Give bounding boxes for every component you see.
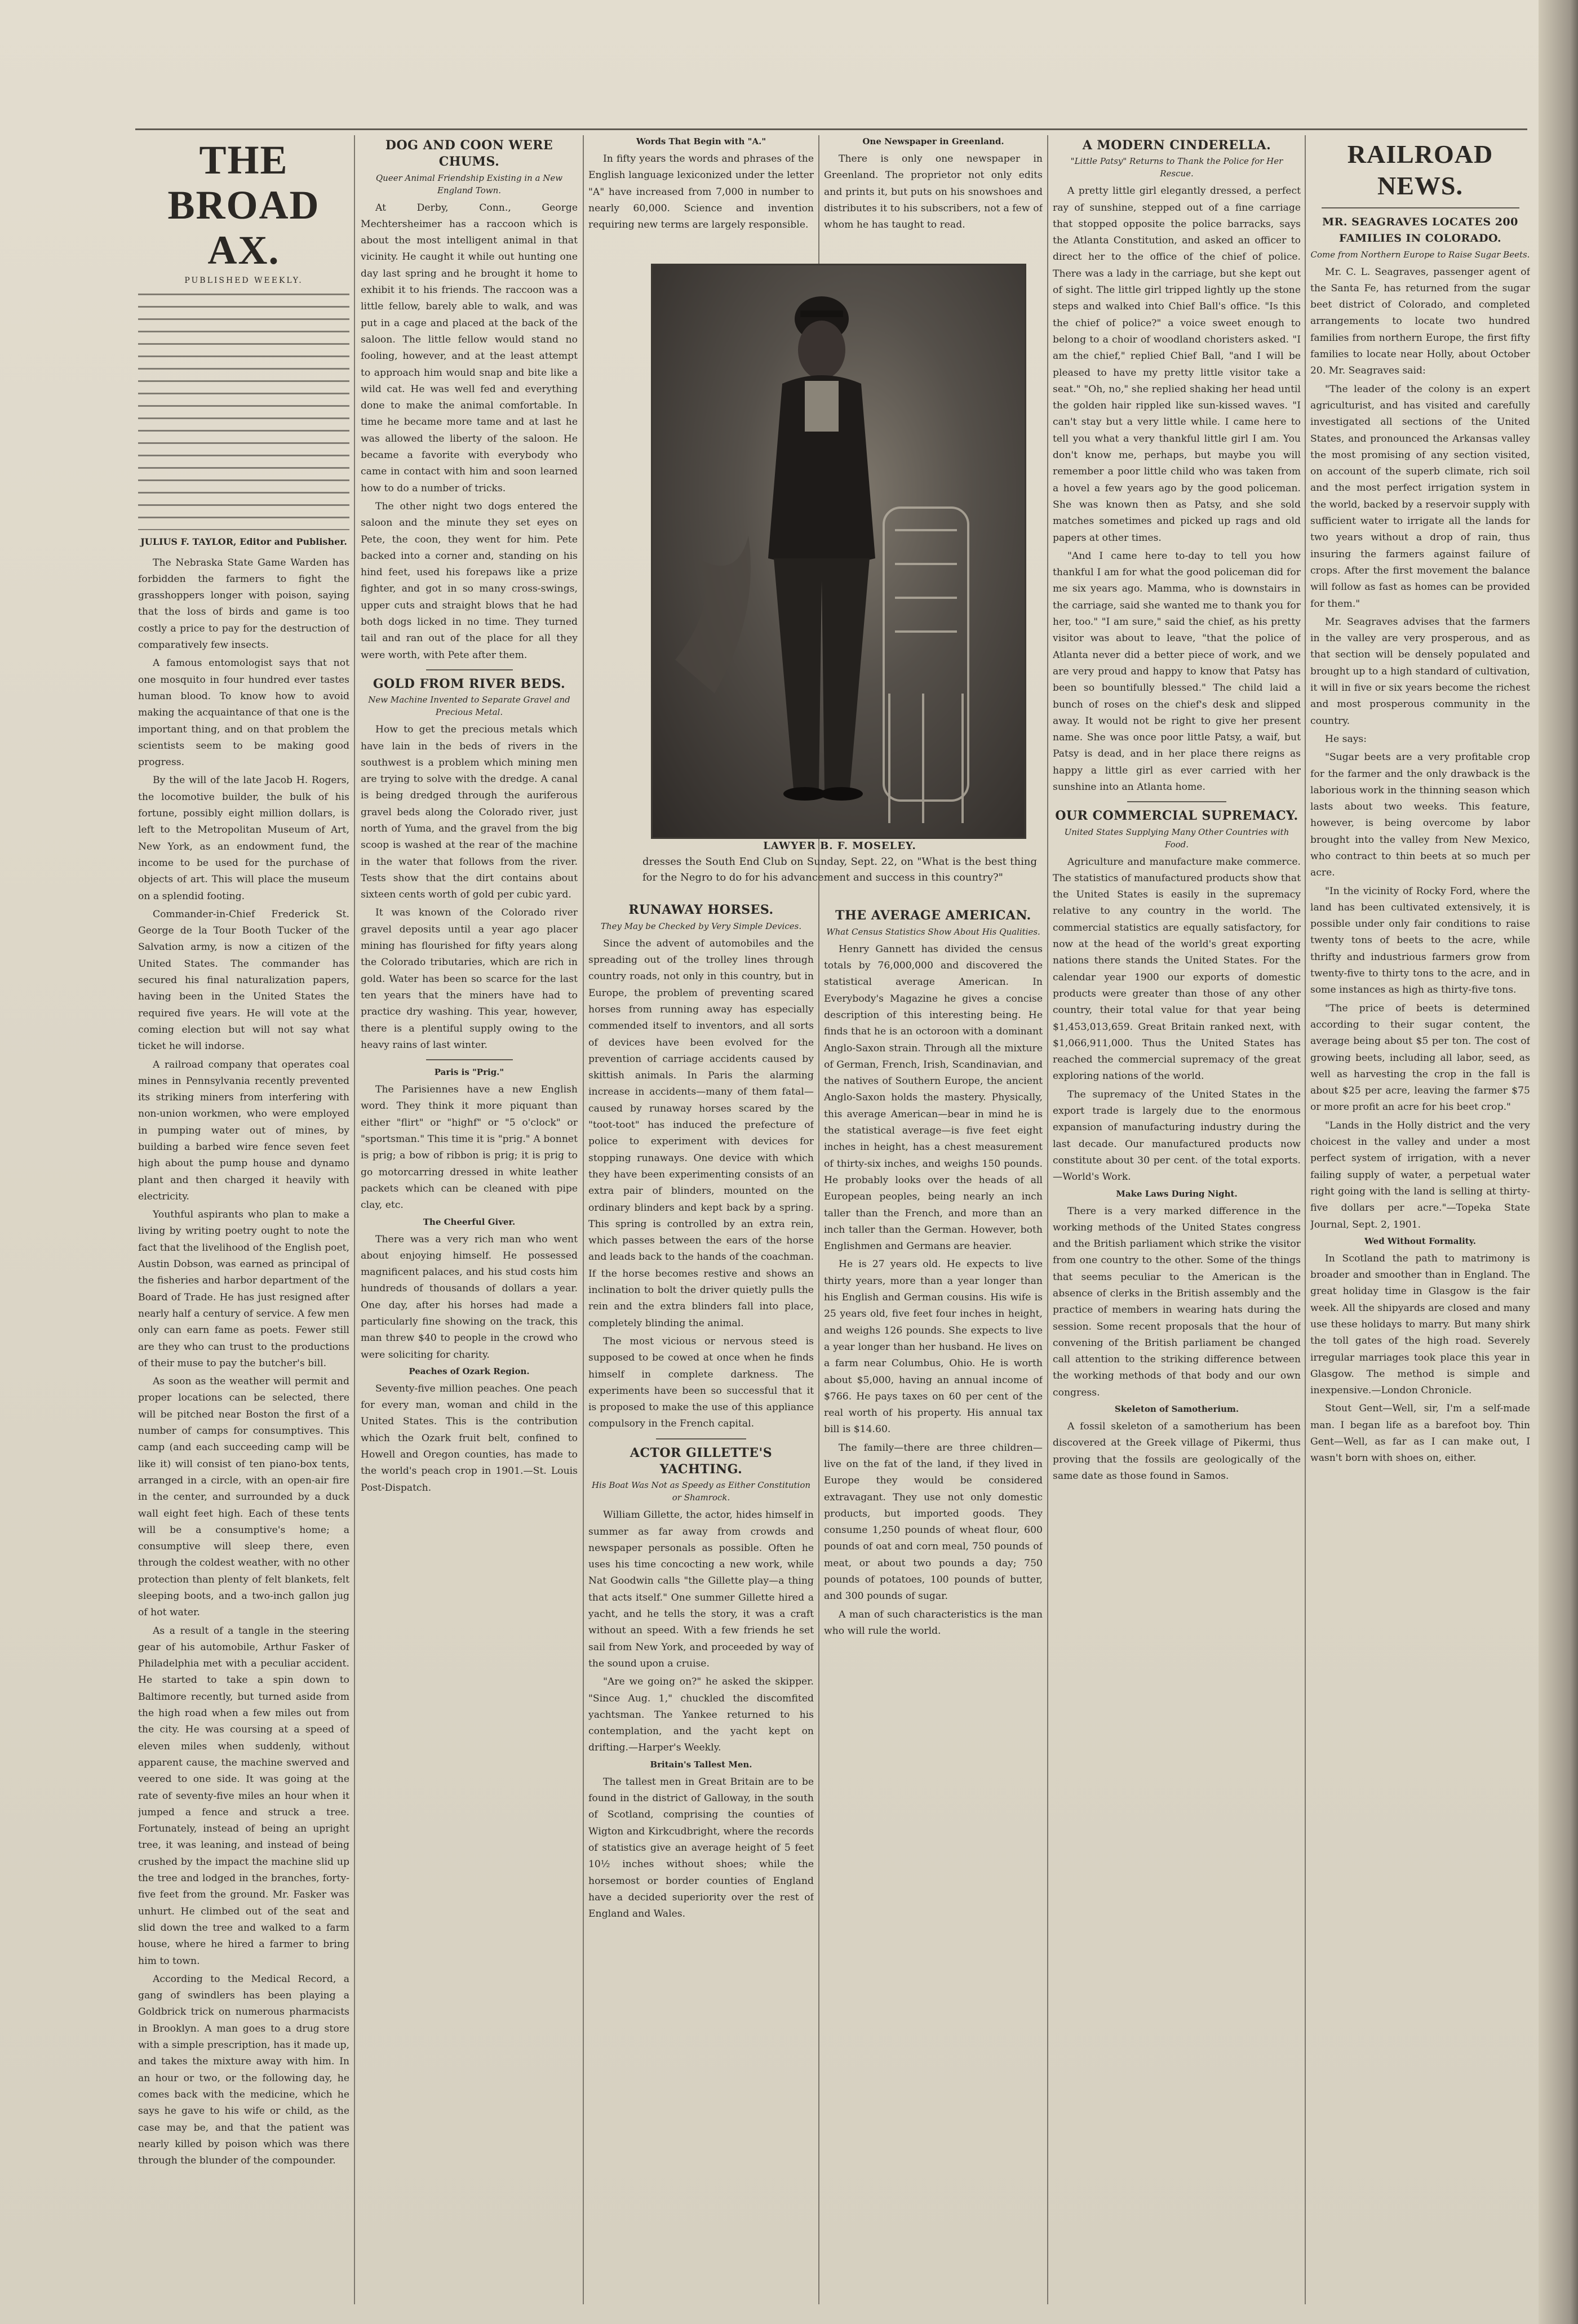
masthead-title: THE BROAD AX.: [167, 137, 320, 273]
paragraph: There was a very rich man who went about enjoying himself. He possessed magnificent palaces, and his stud costs him hundreds of thousands of dollars a year. One day, after his horses had made a particularly fine showing on the track, this man threw $40 to people in the crowd who were soliciting for charity.: [361, 1233, 578, 1361]
paragraph: "The price of beets is determined according to their sugar content, the average being about $5 per ton. The cost of growing beets, including all labor, seed, as well as harvesting the crop in the fall is about $25 per acre, leaving the farmer $75 or more profit an acre for his beet crop.": [1310, 1002, 1530, 1113]
paragraph: How to get the precious metals which have lain in the beds of rivers in the southwest is a problem which mining men are trying to solve with the dredge. A canal is being dredged through the auriferous gravel beds along the Colorado river, just north of Yuma, and the gravel from the big scoop is washed at the rear of the machine in the water that follows from the river. Tests show that the dirt contains about sixteen cents worth of gold per cubic yard.: [361, 724, 578, 901]
paragraph: A man of such characteristics is the man who will rule the world.: [824, 1608, 1043, 1637]
article-words-a: [588, 151, 814, 233]
paragraph: Agriculture and manufacture make commerce. The statistics of manufactured products show that the United States is easily in the supremacy relative to any country in the world. The commercial statistics are equally satisfactory, for now at the head of the world's great exporting nations there stands the United States. For the calendar year 1900 our exports of domestic products were greater than those of any other country, their total value for that year being $1,453,013,659. Great Britain ranked next, with $1,066,911,000. Thus the United States has reached the commercial supremacy of the great exploring nations of the world.: [1053, 856, 1301, 1082]
headline-commercial: OUR COMMERCIAL SUPREMACY.: [1055, 808, 1298, 824]
headline-samotherium: Skeleton of Samotherium.: [1114, 1404, 1239, 1415]
article-seagraves: [1310, 264, 1530, 1233]
article-cheerful-giver: [361, 1232, 578, 1363]
headline-paris-prig: Paris is "Prig.": [434, 1067, 504, 1078]
page-edge-shadow: [1539, 0, 1578, 2324]
paragraph: A fossil skeleton of a samotherium has been discovered at the Greek village of Pikermi, thus proving that the fossils are geologically of the same date as those found in Samos.: [1053, 1421, 1301, 1482]
paragraph: The tallest men in Great Britain are to be found in the district of Galloway, in the south of Scotland, comprising the counties of Wigton and Kirkcudbright, where the records of statistics give an average height of 5 feet 10½ inches without shoes; while the horsemost or border counties of England have a decided superiority over the rest of England and Wales.: [588, 1776, 814, 1920]
paragraph: "Lands in the Holly district and the very choicest in the valley and under a most perfect system of irrigation, with a never failing supply of water, a perpetual water right going with the land is selling at thirty-five dollars per acre."—Topeka State Journal, Sept. 2, 1901.: [1310, 1119, 1530, 1230]
subhead-average-american: What Census Statistics Show About His Qualities.: [826, 926, 1040, 937]
paragraph: The supremacy of the United States in the export trade is largely due to the enormous expansion of manufacturing industry during the last decade. Our manufactured products now constitute about 30 per cent. of the total exports.—World's Work.: [1053, 1088, 1301, 1183]
paragraph: Mr. C. L. Seagraves, passenger agent of the Santa Fe, has returned from the sugar beet district of Colorado, and completed arrangements to locate two hundred families from northern Europe, the first fifty families to locate near Holly, about October 20. Mr. Seagraves said:: [1310, 266, 1530, 377]
section-title-railroad: RAILROAD NEWS.: [1347, 140, 1493, 200]
paragraph: It was known of the Colorado river gravel deposits until a year ago placer mining has flourished for fifty years along the Colorado tributaries, which are rich in gold. Water has been so scarce for the last ten years that the miners have had to practice dry washing. This year, however, there is a plentiful supply owing to the heavy rains of last winter.: [361, 907, 578, 1051]
paragraph: "The leader of the colony is an expert agriculturist, and has visited and carefully investigated all sections of the United States, and pronounced the Arkansas valley the most promising of any section visited, on account of the superb climate, rich soil and the most perfect irrigation system in the world, backed by a reservoir supply with sufficient water to irrigate all the lands for two years without a drop of rain, thus insuring the farmers against failure of crops. After the first movement the balance will follow as fast as homes can be provided for them.": [1310, 383, 1530, 610]
headline-gillette: ACTOR GILLETTE'S YACHTING.: [630, 1445, 773, 1477]
article-gillette: [588, 1507, 814, 1756]
article-divider: [426, 1059, 513, 1060]
article-samotherium: [1053, 1419, 1301, 1485]
headline-average-american: THE AVERAGE AMERICAN.: [835, 908, 1031, 923]
subhead-runaway: They May be Checked by Very Simple Devices.: [600, 921, 802, 931]
caption-name: LAWYER B. F. MOSELEY.: [763, 840, 916, 852]
paragraph: Seventy-five million peaches. One peach for every man, woman and child in the United States. This is the contribution which the Ozark fruit belt, confined to Howell and Oregon counties, has made to the world's peach crop in 1901.—St. Louis Post-Dispatch.: [361, 1383, 578, 1494]
headline-runaway: RUNAWAY HORSES.: [628, 903, 774, 918]
article-paris-prig: [361, 1082, 578, 1214]
paragraph: The most vicious or nervous steed is supposed to be cowed at once when he finds himself in complete darkness. The experiments have been so successful that it is proposed to make the use of this appliance compulsory in the French capital.: [588, 1335, 814, 1430]
paragraph: As soon as the weather will permit and proper locations can be selected, there will be pitched near Boston the first of a number of camps for consumptives. This camp (and each succeeding camp will be like it) will consist of ten piano-box tents, arranged in a circle, with an open-air fire in the center, and surrounded by a duck wall eight feet high. Each of these tents will be a consumptive's home; a consumptive will sleep there, even through the coldest weather, with no other protection than plenty of felt blankets, felt sleeping boots, and a two-inch gallon jug of hot water.: [138, 1376, 349, 1619]
paragraph: William Gillette, the actor, hides himself in summer as far away from crowds and newspaper personals as possible. Often he uses his time concocting a new work, while Nat Goodwin calls "the Gillette play—a thing that acts itself." One summer Gillette hired a yacht, and he tells the story, it was a craft without an speed. With a few friends he set sail from New York, and proceeded by way of the sound upon a cruise.: [588, 1509, 814, 1669]
paragraph: As a result of a tangle in the steering gear of his automobile, Arthur Fasker of Philadelphia met with a peculiar accident. He started to take a spin down to Baltimore recently, but turned aside from the high road when a few miles out from the city. He was coursing at a speed of eleven miles when suddenly, without apparent cause, the machine swerved and veered to one side. It was going at the rate of seventy-five miles an hour when it jumped a fence and struck a tree. Fortunately, instead of being an upright tree, it was leaning, and instead of being crushed by the impact the machine slid up the tree and lodged in the branches, forty-five feet from the ground. Mr. Fasker was unhurt. He climbed out of the seat and slid down the tree and walked to a farm house, where he hired a farmer to bring him to town.: [138, 1625, 349, 1967]
paragraph: There is a very marked difference in the working methods of the United States congress and the British parliament which strike the visitor from one country to the other. Some of the things that seems peculiar to the American is the absence of clerks in the British assembly and the practice of members in wearing hats during the session. Some recent proposals that the hour of convening of the British parliament be changed call attention to the striking difference between the working methods of that body and our own congress.: [1053, 1205, 1301, 1398]
photo-caption: [642, 838, 1037, 886]
headline-gold: GOLD FROM RIVER BEDS.: [373, 676, 566, 691]
paragraph: In Scotland the path to matrimony is broader and smoother than in England. The great holiday time in Glasgow is the fair week. All the shipyards are closed and many use these holidays to marry. But many shirk the toll gates of the high road. Severely irregular marriages took place this year in Glasgow. The method is simple and inexpensive.—London Chronicle.: [1310, 1252, 1530, 1397]
article-commercial: [1053, 854, 1301, 1186]
portrait-figure: [653, 265, 1025, 837]
headline-laws-night: Make Laws During Night.: [1116, 1188, 1238, 1199]
column-6: [1310, 135, 1530, 2304]
article-divider: [656, 1438, 746, 1439]
headline-tallest: Britain's Tallest Men.: [650, 1759, 752, 1770]
paragraph: "In the vicinity of Rocky Ford, where the land has been cultivated extensively, it is possible under only fair conditions to raise twenty tons of beets to the acre, while thrifty and industrious farmers grow from twenty-five to thirty tons to the acre, and in some instances as high as thirty-five tons.: [1310, 885, 1530, 996]
headline-wed: Wed Without Formality.: [1364, 1236, 1476, 1246]
column-rule: [1047, 135, 1048, 2304]
article-cinderella: [1053, 183, 1301, 796]
column-1: [138, 135, 349, 2304]
article-wed: [1310, 1251, 1530, 1467]
paragraph: Youthful aspirants who plan to make a living by writing poetry ought to note the fact that the livelihood of the English poet, Austin Dobson, was earned as principal of the fisheries and harbor department of the Board of Trade. He has just resigned after nearly half a century of service. A few men only can earn fame as poets. Fewer still are they who can trust to the productions of their muse to pay the butcher's bill.: [138, 1209, 349, 1369]
column-rule: [1305, 135, 1306, 2304]
paragraph: A pretty little girl elegantly dressed, a perfect ray of sunshine, stepped out of a fine carriage that stopped opposite the police barracks, says the Atlanta Constitution, and asked an officer to direct her to the office of the chief of police. There was a lady in the carriage, but she kept out of sight. The little girl tripped lightly up the stone steps and walked into Chief Ball's office. "Is this the chief of police?" a voice sweet enough to belong to a choir of woodland choristers asked. "I am the chief," replied Chief Ball, "and I will be pleased to have my pretty little visitor take a seat." "Oh, no," she replied shaking her head until the golden hair rippled like sun-kissed waves. "I can't stay but a very little while. I came here to tell you what a very thankful little girl I am. You don't know me, perhaps, but maybe you will remember a poor little child who was taken from a hovel a few years ago by the good policeman. She was known then as Patsy, and she sold matches sometimes and picked up rags and old papers at other times.: [1053, 185, 1301, 544]
paragraph: Commander-in-Chief Frederick St. George de la Tour Booth Tucker of the Salvation army, is now a citizen of the United States. The commander has secured his final naturalization papers, having been in the United States the required five years. He will vote at the coming election but will not say what ticket he will indorse.: [138, 908, 349, 1052]
article-tallest: [588, 1774, 814, 1923]
column-rule: [354, 135, 355, 2304]
column-5: [1053, 135, 1301, 2304]
paragraph: Mr. Seagraves advises that the farmers in the valley are very prosperous, and as that section will be densely populated and brought up to a high standard of cultivation, it will in five or six years become the richest and most prosperous community in the country.: [1310, 616, 1530, 727]
headline-greenland: One Newspaper in Greenland.: [862, 136, 1004, 146]
headline-peaches: Peaches of Ozark Region.: [409, 1366, 530, 1376]
paragraph: At Derby, Conn., George Mechtersheimer has a raccoon which is about the most intelligent animal in that vicinity. He caught it while out hunting one day last spring and he brought it home to exhibit it to his friends. The raccoon was a little fellow, barely able to walk, and was put in a cage and placed at the back of the saloon. The little fellow would stand no fooling, however, and at the least attempt to approach him would snap and bite like a wild cat. He was well fed and everything done to make the animal comfortable. In time he became more tame and at last he was allowed the liberty of the saloon. He became a favorite with everybody who came in contact with him and soon learned how to do a number of tricks.: [361, 202, 578, 494]
paragraph: The family—there are three children—live on the fat of the land, if they lived in Europe they would be considered extravagant. They use not only domestic products, but imported goods. They consume 1,250 pounds of wheat flour, 600 pounds of oat and corn meal, 750 pounds of meat, or about two pounds a day; 750 pounds of potatoes, 100 pounds of butter, and 300 pounds of sugar.: [824, 1442, 1043, 1602]
article-gold: [361, 722, 578, 1054]
paragraph: Stout Gent—Well, sir, I'm a self-made man. I began life as a barefoot boy. Thin Gent—Well, as far as I can make out, I wasn't born with shoes on, either.: [1310, 1403, 1530, 1464]
headline-words-a: Words That Begin with "A.": [636, 136, 766, 146]
article-divider: [426, 669, 513, 670]
paragraph: The Nebraska State Game Warden has forbidden the farmers to fight the grasshoppers longer with poison, saying that the loss of birds and game is too costly a price to pay for the destruction of comparatively few insects.: [138, 557, 349, 651]
article-greenland: [824, 151, 1043, 233]
paragraph: A famous entomologist says that not one mosquito in four hundred ever tastes human blood. To know how to avoid making the acquaintance of that one is the important thing, and on that problem the scientists seem to be making good progress.: [138, 657, 349, 768]
paragraph: He says:: [1325, 733, 1367, 745]
article-peaches: [361, 1381, 578, 1496]
caption-text: dresses the South End Club on Sunday, Sept. 22, on "What is the best thing for the Negro to do for his advancement and success in this country?": [642, 856, 1037, 883]
paragraph: The other night two dogs entered the saloon and the minute they set eyes on Pete, the coon, they went for him. Pete backed into a corner and, standing on his hind feet, used his forepaws like a prize fighter, and got in so many cross-swings, upper cuts and straight blows that he had both dogs licked in no time. They turned tail and ran out of the place for all they were worth, with Pete after them.: [361, 500, 578, 661]
headline-dog-coon: DOG AND COON WERE CHUMS.: [385, 138, 553, 170]
paragraph: By the will of the late Jacob H. Rogers, the locomotive builder, the bulk of his fortune, possibly eight million dollars, is left to the Metropolitan Museum of Art, New York, as an endowment fund, the income to be used for the purchase of objects of art. This will place the museum on a splendid footing.: [138, 775, 349, 902]
article-dog-coon: [361, 200, 578, 664]
masthead-subtitle: PUBLISHED WEEKLY.: [184, 276, 303, 285]
subhead-gold: New Machine Invented to Separate Gravel and Precious Metal.: [368, 695, 570, 718]
subhead-seagraves: Come from Northern Europe to Raise Sugar Beets.: [1310, 249, 1530, 260]
article-laws-night: [1053, 1203, 1301, 1402]
paragraph: He is 27 years old. He expects to live thirty years, more than a year longer than his English and German cousins. His wife is 25 years old, five feet four inches in height, and weighs 126 pounds. She expects to live a year longer than her husband. He lives on a farm near Columbus, Ohio. He is worth about $5,000, having an annual income of $766. He pays taxes on 60 per cent of the real worth of his property. His annual tax bill is $14.60.: [824, 1259, 1043, 1436]
paragraph: "And I came here to-day to tell you how thankful I am for what the good policeman did for me six years ago. Mamma, who is downstairs in the carriage, said she wanted me to thank you for her, too." "I am sure," said the chief, as his pretty visitor was about to leave, "that the police of Atlanta never did a better piece of work, and we are very proud and happy to know that Patsy has been so bountifully blessed." The child laid a bunch of roses on the chief's desk and slipped away. It would not be right to give her present name. She was once poor little Patsy, a waif, but Patsy is dead, and in her place there reigns as happy a little girl as ever carried with her sunshine into an Atlanta home.: [1053, 550, 1301, 793]
subhead-commercial: United States Supplying Many Other Countries with Food.: [1064, 826, 1289, 850]
paragraph: The Parisiennes have a new English word. They think it more piquant than either "flirt" or "highf" or "5 o'clock" or "sportsman." This time it is "prig." A bonnet is prig; a bow of ribbon is prig; it is prig to go motorcarring dressed in white leather packets which can be cleaned with pipe clay, etc.: [361, 1084, 578, 1211]
article-divider: [1127, 801, 1226, 802]
column-1-body: [138, 555, 349, 2170]
top-rule: [135, 128, 1527, 130]
paragraph: "Are we going on?" he asked the skipper. "Since Aug. 1," chuckled the discomfited yachtsman. The Yankee returned to his contemplation, and the yacht kept on drifting.—Harper's Weekly.: [588, 1676, 814, 1754]
article-average-american: [824, 941, 1043, 1639]
article-runaway: [588, 936, 814, 1433]
paragraph: Henry Gannett has divided the census totals by 76,000,000 and discovered the statistical average American. In Everybody's Magazine he gives a concise description of this interesting being. He finds that he is an octoroon with a dominant Anglo-Saxon strain. Through all the mixture of German, French, Irish, Scandinavian, and the natives of Southern Europe, the ancient Anglo-Saxon holds the mastery. Physically, this average American—bear in mind he is the statistical average—is five feet eight inches in height, has a chest measurement of thirty-six inches, and weighs 150 pounds. He probably looks over the heads of all European peoples, being nearly an inch taller than the French, and more than an inch taller than the German. However, both Englishmen and Germans are heavier.: [824, 943, 1043, 1252]
headline-cinderella: A MODERN CINDERELLA.: [1082, 138, 1271, 153]
portrait-photo: [651, 264, 1026, 839]
paragraph: There is only one newspaper in Greenland. The proprietor not only edits and prints it, but puts on his snowshoes and distributes it to his subscribers, not a few of whom he has taught to read.: [824, 153, 1043, 231]
paragraph: "Sugar beets are a very profitable crop for the farmer and the only drawback is the laborious work in the thinning season which lasts about two weeks. This feature, however, is being overcome by labor brought into the valley from New Mexico, who contract to thin beets at so much per acre.: [1310, 752, 1530, 879]
paragraph: Since the advent of automobiles and the spreading out of the trolley lines through country roads, not only in this country, but in Europe, the problem of preventing scared horses from running away has especially commended itself to inventors, and all sorts of devices have been evolved for the prevention of carriage accidents caused by skittish animals. In Paris the alarming increase in accidents—many of them fatal—caused by runaway horses scared by the "toot-toot" has induced the prefecture of police to experiment with devices for stopping runaways. One device with which they have been experimenting consists of an extra pair of blinders, mounted on the ordinary blinders and kept back by a spring. This spring is controlled by an extra rein, which passes between the ears of the horse and leads back to the hands of the coachman. If the horse becomes restive and shows an inclination to bolt the driver quietly pulls the rein and the extra blinders fall into place, completely blinding the animal.: [588, 937, 814, 1329]
masthead-notice-block: [138, 294, 349, 530]
paragraph: In fifty years the words and phrases of the English language lexiconized under the letter "A" have increased from 7,000 in number to nearly 60,000. Science and invention requiring new terms are largely responsible.: [588, 153, 814, 231]
paragraph: A railroad company that operates coal mines in Pennsylvania recently prevented its striking miners from interfering with non-union workmen, who were employed in pumping water out of mines, by building a barbed wire fence seven feet high about the pump house and dynamo plant and then charged it heavily with electricity.: [138, 1059, 349, 1202]
subhead-dog-coon: Queer Animal Friendship Existing in a New England Town.: [375, 172, 563, 195]
section-divider: [1322, 207, 1519, 208]
headline-cheerful-giver: The Cheerful Giver.: [423, 1216, 516, 1227]
column-rule: [583, 135, 584, 2304]
subhead-cinderella: "Little Patsy" Returns to Thank the Police for Her Rescue.: [1070, 156, 1283, 179]
masthead-editor: JULIUS F. TAYLOR, Editor and Publisher.: [140, 536, 347, 548]
headline-seagraves: MR. SEAGRAVES LOCATES 200 FAMILIES IN COLORADO.: [1322, 216, 1518, 245]
paragraph: According to the Medical Record, a gang of swindlers has been playing a Goldbrick trick on numerous pharmacists in Brooklyn. A man goes to a drug store with a simple prescription, has it made up, and takes the mixture away with him. In an hour or two, or the following day, he comes back with the medicine, which he says he gave to his wife or child, as the case may be, and that the patient was nearly killed by poison which was there through the blunder of the compounder.: [138, 1973, 349, 2167]
subhead-gillette: His Boat Was Not as Speedy as Either Constitution or Shamrock.: [591, 1480, 811, 1503]
column-2: [361, 135, 578, 2304]
